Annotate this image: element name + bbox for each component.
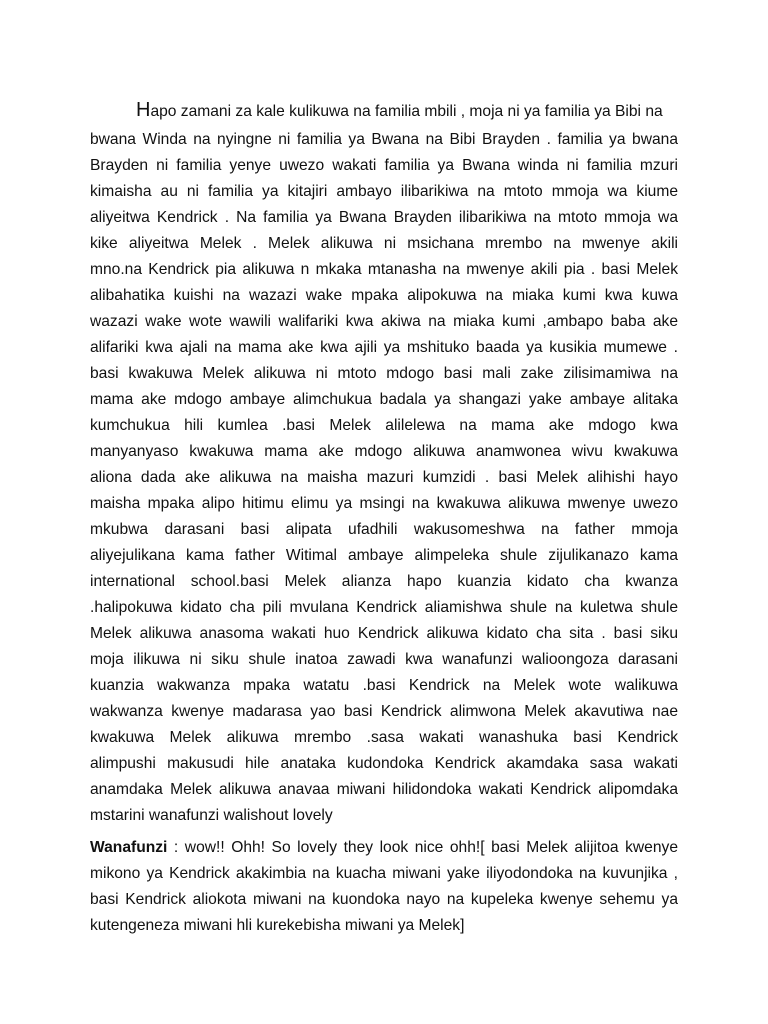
paragraph-1-last-line: mstarini wanafunzi walishout lovely <box>90 807 333 824</box>
paragraph-1-line: wazazi wake wote wawili walifariki kwa akiwa na miaka kumi ,ambapo baba ake <box>90 313 678 330</box>
paragraph-1-line: alifariki kwa ajali na mama ake kwa ajili ya mshituko baada ya kusikia mumewe . <box>90 339 678 356</box>
paragraph-1-line: aliyeitwa Kendrick . Na familia ya Bwana Brayden ilibarikiwa na mtoto mmoja wa <box>90 209 678 226</box>
paragraph-1-line-1 <box>136 100 678 120</box>
paragraph-1-line: .halipokuwa kidato cha pili mvulana Kendrick aliamishwa shule na kuletwa shule <box>90 599 678 616</box>
dialogue-text: : wow!! Ohh! So lovely they look nice ohh![ basi Melek alijitoa kwenye <box>167 839 678 856</box>
paragraph-1-line: kwakuwa Melek alikuwa mrembo .sasa wakati wanashuka basi Kendrick <box>90 729 678 746</box>
paragraph-1-line: kimaisha au ni familia ya kitajiri ambayo ilibarikiwa na mtoto mmoja wa kiume <box>90 183 678 200</box>
paragraph-1-line: aliona dada ake alikuwa na maisha mazuri kumzidi . basi Melek alihishi hayo <box>90 469 678 486</box>
paragraph-1-line: anamdaka Melek alikuwa anavaa miwani hilidondoka wakati Kendrick alipomdaka <box>90 781 678 798</box>
dialogue-last-line: kutengeneza miwani hli kurekebisha miwani ya Melek] <box>90 917 465 934</box>
speaker-label: Wanafunzi <box>90 839 168 856</box>
paragraph-1-line: kuanzia wakwanza mpaka watatu .basi Kendrick na Melek wote walikuwa <box>90 677 678 694</box>
paragraph-1-line: international school.basi Melek alianza hapo kuanzia kidato cha kwanza <box>90 573 678 590</box>
dialogue-line: basi Kendrick aliokota miwani na kuondoka nayo na kupeleka kwenye sehemu ya <box>90 891 678 908</box>
dialogue-line-1 <box>90 838 678 858</box>
paragraph-text: apo zamani za kale kulikuwa na familia mbili , moja ni ya familia ya Bibi na <box>150 103 663 120</box>
dialogue-line: mikono ya Kendrick akakimbia na kuacha miwani yake iliyodondoka na kuvunjika , <box>90 865 678 882</box>
paragraph-1-line: kumchukua hili kumlea .basi Melek alilelewa na mama ake mdogo kwa <box>90 417 678 434</box>
paragraph-1-line: basi kwakuwa Melek alikuwa ni mtoto mdogo basi mali zake zilisimamiwa na <box>90 365 678 382</box>
paragraph-1-line: mno.na Kendrick pia alikuwa n mkaka mtanasha na mwenye akili pia . basi Melek <box>90 261 678 278</box>
paragraph-1-line: Brayden ni familia yenye uwezo wakati familia ya Bwana winda ni familia mzuri <box>90 157 678 174</box>
paragraph-1-line: bwana Winda na nyingne ni familia ya Bwana na Bibi Brayden . familia ya bwana <box>90 131 678 148</box>
paragraph-1-line: alibahatika kuishi na wazazi wake mpaka alipokuwa na miaka kumi kwa kuwa <box>90 287 678 304</box>
paragraph-1-line: mama ake mdogo ambaye alimchukua badala ya shangazi yake ambaye alitaka <box>90 391 678 408</box>
paragraph-1-line: wakwanza kwenye madarasa yao basi Kendrick alimwona Melek akavutiwa nae <box>90 703 678 720</box>
paragraph-1-line: Melek alikuwa anasoma wakati huo Kendrick alikuwa kidato cha sita . basi siku <box>90 625 678 642</box>
paragraph-1-line: mkubwa darasani basi alipata ufadhili wakusomeshwa na father mmoja <box>90 521 678 538</box>
drop-cap: H <box>136 100 151 120</box>
paragraph-1-line: maisha mpaka alipo hitimu elimu ya msingi na kwakuwa alikuwa mwenye uwezo <box>90 495 678 512</box>
paragraph-1-line: aliyejulikana kama father Witimal ambaye alimpeleka shule zijulikanazo kama <box>90 547 678 564</box>
paragraph-1-line: alimpushi makusudi hile anataka kudondoka Kendrick akamdaka sasa wakati <box>90 755 678 772</box>
paragraph-1-line: moja ilikuwa ni siku shule inatoa zawadi kwa wanafunzi walioongoza darasani <box>90 651 678 668</box>
paragraph-1-line: manyanyaso kwakuwa mama ake mdogo alikuwa anamwonea wivu kwakuwa <box>90 443 678 460</box>
paragraph-1-line: kike aliyeitwa Melek . Melek alikuwa ni msichana mrembo na mwenye akili <box>90 235 678 252</box>
